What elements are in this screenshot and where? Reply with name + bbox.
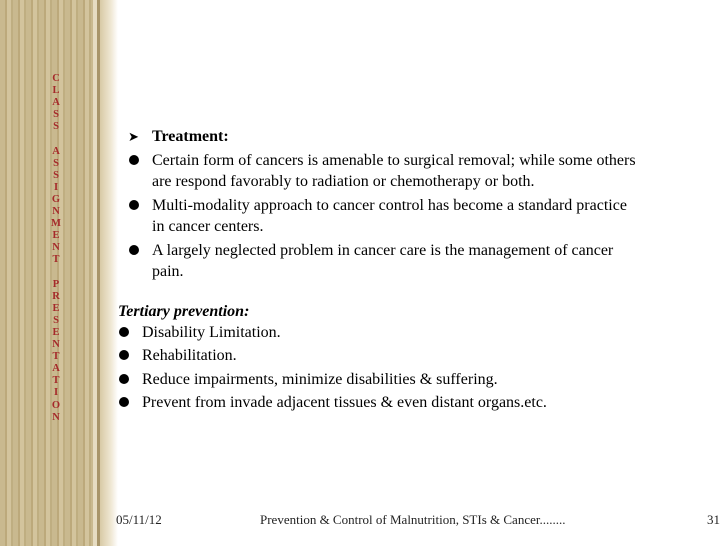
side-letter: O (51, 399, 61, 411)
side-letter: T (52, 375, 60, 387)
bullet-text: Rehabilitation. (142, 347, 237, 364)
footer-date: 05/11/12 (116, 512, 162, 527)
side-letter: E (52, 302, 60, 314)
side-label (49, 73, 63, 424)
bullet-icon (128, 195, 152, 216)
tertiary-heading: Tertiary prevention: (118, 302, 250, 320)
side-letter: E (52, 230, 60, 242)
side-letter: S (53, 109, 59, 121)
side-letter: A (52, 145, 60, 157)
treatment-heading: Treatment: (152, 128, 229, 145)
side-letter: G (51, 193, 61, 205)
side-letter: T (52, 254, 60, 266)
bullet-icon (128, 240, 152, 261)
bullet-icon (118, 345, 142, 366)
bullet-text: Prevent from invade adjacent tissues & even distant organs.etc. (142, 394, 547, 411)
slide-content (118, 126, 708, 414)
list-item (118, 322, 708, 344)
list-item (118, 369, 708, 391)
treatment-heading-row (128, 126, 708, 148)
list-item (118, 392, 708, 414)
bullet-text-line: in cancer centers. (152, 218, 264, 235)
side-letter: N (52, 242, 60, 254)
side-letter (49, 133, 63, 145)
bullet-text-line: are respond favorably to radiation or chemotherapy or both. (152, 173, 535, 190)
slide-footer (116, 512, 720, 532)
side-letter: M (51, 218, 61, 230)
bullet-text-line: Certain form of cancers is amenable to surgical removal; while some others (152, 151, 636, 169)
side-letter: P (52, 278, 60, 290)
side-letter: S (53, 157, 59, 169)
side-letter: A (52, 97, 60, 109)
side-letter: I (53, 387, 59, 399)
bullet-icon (118, 392, 142, 413)
side-letter: R (52, 290, 60, 302)
bullet-text: Reduce impairments, minimize disabilities & suffering. (142, 370, 498, 388)
side-letter: L (52, 85, 60, 97)
side-letter: S (53, 121, 59, 133)
side-letter: N (52, 339, 60, 351)
side-letter: E (52, 326, 60, 338)
side-letter: T (52, 351, 60, 363)
side-letter: A (52, 363, 60, 375)
footer-title: Prevention & Control of Malnutrition, STIs & Cancer........ (260, 512, 566, 527)
side-letter: S (53, 314, 59, 326)
bullet-text: Disability Limitation. (142, 323, 281, 341)
side-letter: S (53, 169, 59, 181)
bullet-icon (118, 369, 142, 390)
list-item (128, 195, 708, 238)
bullet-text-line: pain. (152, 263, 184, 280)
side-letter: N (52, 206, 60, 218)
bullet-text-line: A largely neglected problem in cancer care is the management of cancer (152, 241, 614, 259)
list-item (128, 150, 708, 193)
list-item (128, 240, 708, 283)
bullet-icon (118, 322, 142, 343)
side-letter (49, 267, 63, 279)
divider-fade (100, 0, 118, 546)
bullet-icon (128, 150, 152, 171)
bullet-text-line: Multi-modality approach to cancer control has become a standard practice (152, 196, 627, 214)
page-number: 31 (707, 512, 720, 527)
side-letter: N (52, 411, 60, 423)
side-letter: C (52, 73, 60, 84)
side-letter: I (53, 181, 59, 193)
arrow-bullet-icon: ➤ (128, 129, 139, 144)
list-item (118, 345, 708, 367)
